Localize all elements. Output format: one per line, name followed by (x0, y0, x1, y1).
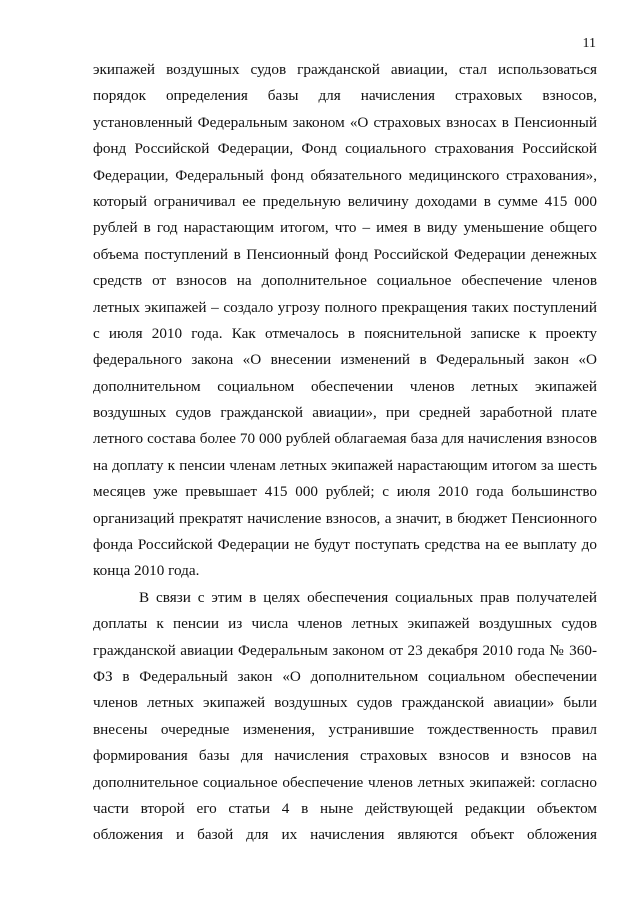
paragraph-first-line: В связи с этим в целях обеспечения социальных прав получателей (139, 588, 597, 606)
text-line: рублей в год нарастающим итогом, что – имея в виду уменьшение общего (93, 219, 597, 237)
text-line: Федерации, Федеральный фонд обязательного медицинского страхования», (93, 166, 597, 184)
text-line: установленный Федеральным законом «О страховых взносах в Пенсионный (93, 113, 597, 131)
text-line: месяцев уже превышает 415 000 рублей; с июля 2010 года большинство (93, 483, 597, 501)
text-line: фонд Российской Федерации, Фонд социального страхования Российской (93, 140, 597, 158)
text-line: порядок определения базы для начисления страховых взносов, (93, 87, 597, 105)
text-line: обложения и базой для их начисления являются объект обложения (93, 826, 597, 844)
text-line: летных экипажей – создало угрозу полного прекращения таких поступлений (93, 298, 597, 316)
text-line: экипажей воздушных судов гражданской авиации, стал использоваться (93, 61, 597, 78)
text-line: организаций прекратят начисление взносов, а значит, в бюджет Пенсионного (93, 509, 597, 527)
text-line: гражданской авиации Федеральным законом от 23 декабря 2010 года № 360- (93, 641, 597, 659)
text-line: средств от взносов на дополнительное социальное обеспечение членов (93, 272, 597, 290)
page-number: 11 (582, 36, 596, 51)
text-line: внесены очередные изменения, устранившие тождественность правил (93, 720, 597, 738)
text-line: летного состава более 70 000 рублей облагаемая база для начисления взносов (93, 430, 597, 448)
text-line: части второй его статьи 4 в ныне действующей редакции объектом (93, 799, 597, 817)
text-line: фонда Российской Федерации не будут поступать средства на ее выплату до (93, 536, 597, 554)
text-line: который ограничивал ее предельную величину доходами в сумме 415 000 (93, 192, 597, 210)
text-line: доплаты к пенсии из числа членов летных экипажей воздушных судов (93, 615, 597, 633)
text-line: дополнительное социальное обеспечение членов летных экипажей: согласно (93, 773, 597, 791)
text-line: на доплату к пенсии членам летных экипажей нарастающим итогом за шесть (93, 456, 597, 474)
paragraph-end-line: конца 2010 года. (93, 562, 200, 580)
text-line: формирования базы для начисления страховых взносов и взносов на (93, 747, 597, 765)
text-line: членов летных экипажей воздушных судов гражданской авиации» были (93, 694, 597, 712)
text-line: объема поступлений в Пенсионный фонд Российской Федерации денежных (93, 245, 597, 263)
text-line: воздушных судов гражданской авиации», при средней заработной плате (93, 404, 597, 422)
body-text (93, 57, 597, 849)
text-line: федерального закона «О внесении изменений в Федеральный закон «О (93, 351, 597, 369)
text-line: ФЗ в Федеральный закон «О дополнительном социальном обеспечении (93, 667, 597, 685)
text-line: дополнительном социальном обеспечении членов летных экипажей (93, 377, 597, 395)
text-line: с июля 2010 года. Как отмечалось в пояснительной записке к проекту (93, 324, 597, 342)
